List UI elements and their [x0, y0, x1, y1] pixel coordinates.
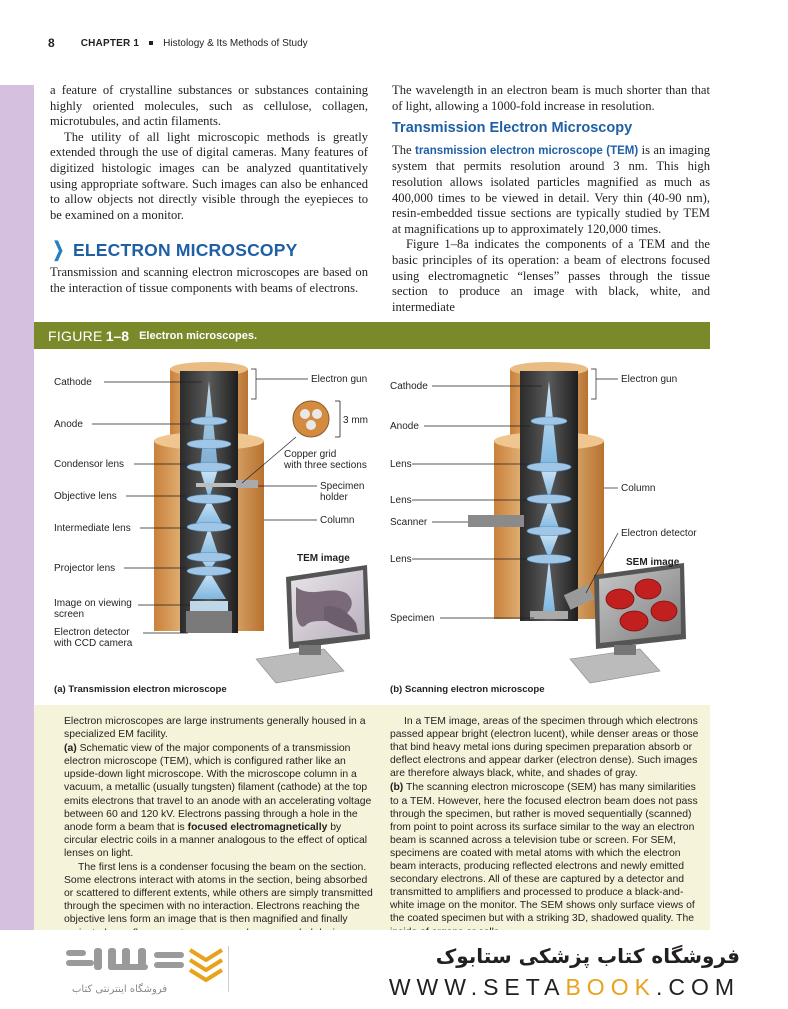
tem-monitor [256, 565, 370, 683]
label-copper-grid: Copper grid [284, 449, 337, 460]
label-cathode: Cathode [54, 377, 92, 388]
side-color-band [0, 85, 34, 930]
figure-caption [34, 705, 710, 930]
caption-emphasis: focused electromagnetically [187, 821, 328, 833]
paragraph: The utility of all light microscopic methods is greatly extended through the use of digital cameras. Many features of digitized histologic images can be analyzed quantitatively using appropriate software. Such images can also be enhanced to allow objects not directly visible through the eyepieces to be examined on a monitor. [50, 129, 368, 222]
tem-right-labels [283, 374, 368, 564]
url-part: .COM [655, 974, 740, 1000]
label-image-screen: Image on viewing [54, 598, 132, 609]
sem-right-labels [621, 374, 697, 568]
caption-paragraph: In a TEM image, areas of the specimen through which electrons passed appear bright (electron lucent), while denser areas or those that bind heavy metal ions during specimen preparation absorb or deflect electrons and appear darker (electron dense). Such images are therefore always black, white, and shades of gray. [390, 716, 699, 780]
copper-grid-icon [293, 401, 340, 437]
tem-image-label: TEM image [297, 553, 350, 564]
label-intermediate-lens: Intermediate lens [54, 523, 131, 534]
label-electron-detector: Electron detector [621, 528, 697, 539]
setabook-logo [60, 942, 230, 986]
caption-lead: (a) [64, 743, 77, 755]
figure-number: 1–8 [105, 327, 130, 344]
label-projector-lens: Projector lens [54, 563, 116, 574]
figure-title: Electron microscopes. [139, 329, 258, 342]
label-column: Column [320, 515, 355, 526]
label-electron-detector: Electron detector [54, 627, 130, 638]
caption-paragraph [390, 781, 700, 938]
paragraph: Figure 1–8a indicates the components of a TEM and the basic principles of its operation: a beam of electrons focused using electromagnetic “lenses” passes through the tissue section to produce an image with black, white, and intermediate [392, 237, 710, 314]
store-name: فروشگاه کتاب پزشکی ستابوک [435, 944, 740, 968]
figure-title-bar [34, 322, 710, 349]
figure-label: FIGURE [48, 327, 103, 344]
logo-tagline: فروشگاه اینترنتی کتاب [72, 984, 168, 995]
paragraph: Transmission and scanning electron microscopes are based on the interaction of tissue components with beams of electrons. [50, 264, 368, 295]
label-lens: Lens [390, 554, 412, 565]
footer-divider [228, 946, 229, 992]
section-heading-text: ELECTRON MICROSCOPY [72, 240, 298, 261]
caption-paragraph [64, 742, 374, 860]
label-cathode: Cathode [390, 381, 428, 392]
paragraph [392, 143, 710, 238]
label-specimen: Specimen [320, 481, 365, 492]
label-electron-gun: Electron gun [621, 374, 678, 385]
key-term: transmission electron microscope (TEM) [415, 144, 639, 157]
url-part: WWW.SETA [388, 974, 566, 1000]
label-ccd-camera: with CCD camera [54, 638, 133, 649]
subsection-heading: Transmission Electron Microscopy [392, 120, 633, 137]
section-heading [50, 239, 368, 262]
sem-image-label: SEM image [626, 557, 680, 568]
store-footer [0, 930, 788, 1009]
label-anode: Anode [54, 419, 83, 430]
paragraph: a feature of crystalline substances or substances containing highly oriented molecules, such as cellulose, collagen, microtubules, and actin filaments. [50, 83, 368, 129]
label-condensor-lens: Condensor lens [54, 459, 125, 470]
caption-paragraph: Electron microscopes are large instruments generally housed in a specialized EM facility. [64, 716, 366, 741]
label-lens: Lens [390, 459, 412, 470]
label-electron-gun: Electron gun [311, 374, 368, 385]
left-column [50, 83, 368, 296]
caption-left-column [64, 715, 374, 941]
caption-text: Schematic view of the major components of a transmission electron microscope (TEM), which is configured rather like an upside-down light microscope. With the microscope column in a vacuum, a metallic (usually tungsten) filament (cathode) at the top emits electrons that travel to an anode with an accelerating voltage between 60 and 120 kV. Electrons passing through a hole in the anode form a beam that is [64, 743, 372, 833]
chevron-right-icon: ❯ [52, 239, 65, 262]
url-accent: BOOK [565, 974, 656, 1000]
chapter-title: Histology & Its Methods of Study [163, 37, 308, 49]
running-head [48, 36, 308, 50]
label-holder: holder [320, 492, 348, 503]
label-3mm: 3 mm [343, 415, 368, 426]
tem-left-labels [53, 377, 133, 649]
paragraph-text: is an imaging system that permits resolution around 3 nm. This high resolution allows isolated particles magnified as much as 400,000 times to be viewed in detail. Very thin (40-90 nm), resin-embedded tissue sections are typically studied by TEM at magnifications up to approximately 120,000 times. [392, 142, 710, 236]
store-url[interactable] [389, 974, 740, 1001]
label-anode: Anode [390, 421, 419, 432]
microscope-diagram [34, 349, 710, 705]
right-column [392, 83, 710, 315]
sem-column [468, 362, 604, 621]
tem-caption: (a) Transmission electron microscope [54, 684, 227, 695]
figure-illustration [34, 349, 710, 705]
sem-caption: (b) Scanning electron microscope [390, 684, 545, 695]
label-three-sections: with three sections [284, 460, 367, 471]
separator-square [149, 41, 153, 45]
tem-column [154, 362, 264, 633]
caption-right-column [390, 715, 700, 940]
page-number: 8 [48, 36, 55, 50]
paragraph-text: The [392, 142, 415, 157]
caption-lead: (b) [390, 782, 404, 794]
chapter-label: CHAPTER 1 [80, 37, 140, 49]
caption-paragraph: The first lens is a condenser focusing the beam on the section. Some electrons interact with atoms in the section, being absorbed or scattered to different extents, while others are simply transmitted through the specimen with no interaction. Electrons reaching the objective lens form an image that is then magnified and finally [64, 862, 373, 926]
sem-left-labels [390, 381, 434, 624]
label-scanner: Scanner [390, 517, 428, 528]
caption-text: by circular electric coils in a manner analogous to the effect of optical lenses on light. [64, 821, 368, 859]
label-lens: Lens [390, 495, 412, 506]
label-specimen: Specimen [390, 613, 435, 624]
label-column: Column [621, 483, 656, 494]
caption-text: The scanning electron microscope (SEM) has many similarities to a TEM. However, here the focused electron beam does not pass through the specimen, but rather is moved sequentially (scanned) from point to point across its surface similar to the way an electron beam is scanned across a television tube or screen. For SEM, specimens are coated with metal atoms with which the electron beam interacts, producing reflected electrons and newly emitted secondary electrons. All of these are captured by a detector and transmitted to amplifiers and processed to produce a black-and-white image on the monitor. The SEM shows only surface views of the coated specimen but with a striking 3D, shadowed quality. The [390, 782, 698, 925]
label-objective-lens: Objective lens [54, 491, 117, 502]
label-image-screen-2: screen [54, 609, 85, 620]
paragraph: The wavelength in an electron beam is much shorter than that of light, allowing a 1000-fold increase in resolution. [392, 83, 710, 113]
